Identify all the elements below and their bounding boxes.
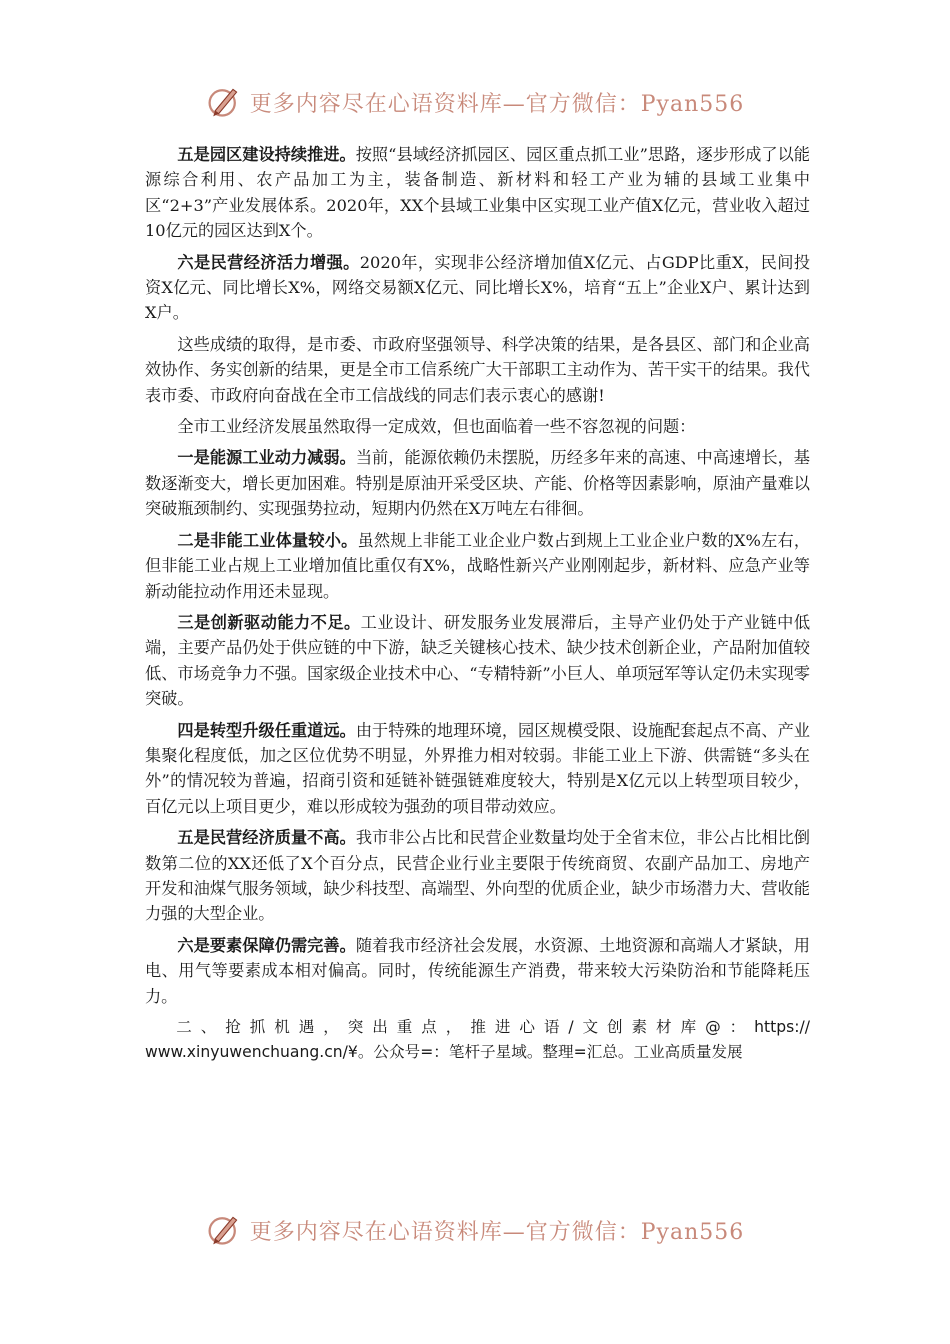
- paragraph: 五是园区建设持续推进。按照“县域经济抓园区、园区重点抓工业”思路，逐步形成了以能源综合利用、农产品加工为主，装备制造、新材料和轻工产业为辅的县域工业集中区“2+3”产业发展体系。2020年，XX个县域工业集中区实现工业产值X亿元，营业收入超过10亿元的园区达到X个。: [145, 145, 810, 241]
- paragraph: 全市工业经济发展虽然取得一定成效，但也面临着一些不容忽视的问题：: [177, 417, 696, 437]
- header-banner: [0, 80, 950, 124]
- paragraph: 五是民营经济质量不高。我市非公占比和民营企业数量均处于全省末位，非公占比相比倒数第二位的XX还低了X个百分点，民营企业行业主要限于传统商贸、农副产品加工、房地产开发和油煤气服务领域，缺少科技型、高端型、外向型的优质企业，缺少市场潜力大、营收能力强的大型企业。: [145, 828, 810, 924]
- section-heading-line-2: www.xinyuwenchuang.cn/¥。公众号=：笔杆子星域。整理=汇总。工业高质量发展: [145, 1043, 743, 1062]
- pen-circle-logo-icon: [206, 84, 242, 120]
- section-heading-line: 二、抢抓机遇，突出重点，推进心语/文创素材库@：https://: [176, 1018, 810, 1036]
- paragraph: 一是能源工业动力减弱。当前，能源依赖仍未摆脱，历经多年来的高速、中高速增长，基数逐渐变大，增长更加困难。特别是原油开采受区块、产能、价格等因素影响，原油产量难以突破瓶颈制约、实现强势拉动，短期内仍然在X万吨左右徘徊。: [145, 448, 810, 519]
- paragraph: 六是要素保障仍需完善。随着我市经济社会发展，水资源、土地资源和高端人才紧缺，用电、用气等要素成本相对偏高。同时，传统能源生产消费，带来较大污染防治和节能降耗压力。: [145, 935, 810, 1006]
- paragraph: 六是民营经济活力增强。2020年，实现非公经济增加值X亿元、占GDP比重X，民间投资X亿元、同比增长X%，网络交易额X亿元、同比增长X%，培育“五上”企业X户、累计达到X户。: [145, 252, 811, 323]
- banner-text: 更多内容尽在心语资料库—官方微信：Pyan556: [249, 91, 745, 117]
- paragraph: 三是创新驱动能力不足。工业设计、研发服务业发展滞后，主导产业仍处于产业链中低端，主要产品仍处于供应链的中下游，缺乏关键核心技术、缺少技术创新企业，产品附加值较低、市场竞争力不强。国家级企业技术中心、“专精特新”小巨人、单项冠军等认定仍未实现零突破。: [145, 612, 811, 709]
- banner-text: 更多内容尽在心语资料库—官方微信：Pyan556: [249, 1219, 745, 1245]
- document-body: [145, 142, 810, 1066]
- paragraph: 二是非能工业体量较小。虽然规上非能工业企业户数占到规上工业企业户数的X%左右，但非能工业占规上工业增加值比重仅有X%，战略性新兴产业刚刚起步，新材料、应急产业等新动能拉动作用还未显现。: [145, 530, 811, 601]
- pen-circle-logo-icon: [206, 1212, 242, 1248]
- paragraph: 四是转型升级任重道远。由于特殊的地理环境，园区规模受限、设施配套起点不高、产业集聚化程度低，加之区位优势不明显，外界推力相对较弱。非能工业上下游、供需链“多头在外”的情况较为普遍，招商引资和延链补链强链难度较大，特别是X亿元以上转型项目较少，百亿元以上项目更少，难以形成较为强劲的项目带动效应。: [145, 720, 810, 816]
- footer-banner: [0, 1208, 950, 1252]
- paragraph: 这些成绩的取得，是市委、市政府坚强领导、科学决策的结果，是各县区、部门和企业高效协作、务实创新的结果，更是全市工信系统广大干部职工主动作为、苦干实干的结果。我代表市委、市政府向奋战在全市工信战线的同志们表示衷心的感谢!: [145, 334, 810, 405]
